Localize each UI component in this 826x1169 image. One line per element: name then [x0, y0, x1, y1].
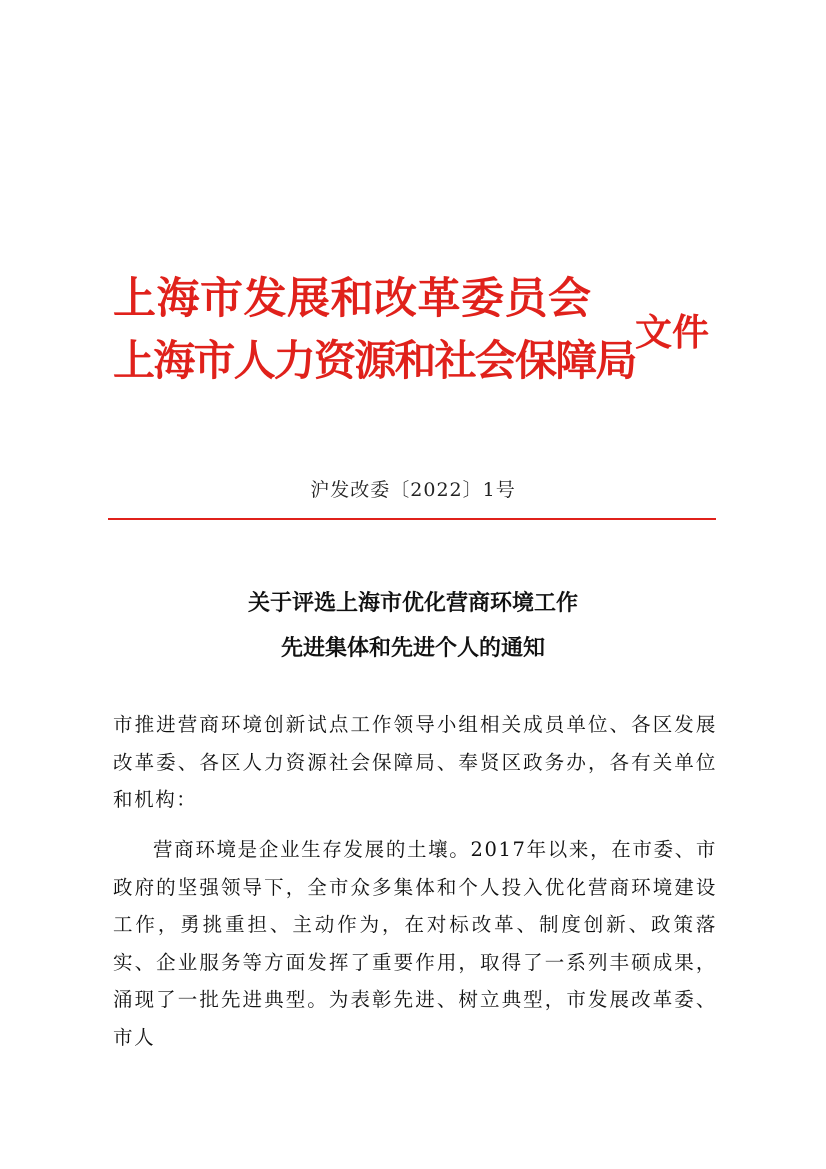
issuer-line-1: 上海市发展和改革委员会 — [113, 274, 592, 324]
document-suffix: 文件 — [635, 310, 709, 354]
document-title-line-2: 先进集体和先进个人的通知 — [280, 635, 545, 661]
body-paragraph-1: 营商环境是企业生存发展的土壤。2017年以来，在市委、市政府的坚强领导下，全市众多集体和个人投入优化营商环境建设工作，勇挑重担、主动作为，在对标改革、制度创新、政策落实、企业服务等方面发挥了重要作用，取得了一系列丰硕成果，涌现了一批先进典型。为表彰先进、树立典型，市发展改革委、市人 — [113, 838, 717, 1049]
issuer-line-2: 上海市人力资源和社会保障局 — [113, 336, 636, 385]
red-divider-line — [108, 518, 716, 520]
document-number: 沪发改委〔2022〕1号 — [310, 479, 516, 501]
addressee-paragraph: 市推进营商环境创新试点工作领导小组相关成员单位、各区发展改革委、各区人力资源社会保障局、奉贤区政务办，各有关单位和机构： — [113, 713, 717, 811]
document-title-line-1: 关于评选上海市优化营商环境工作 — [247, 590, 578, 616]
document-header — [113, 270, 713, 400]
